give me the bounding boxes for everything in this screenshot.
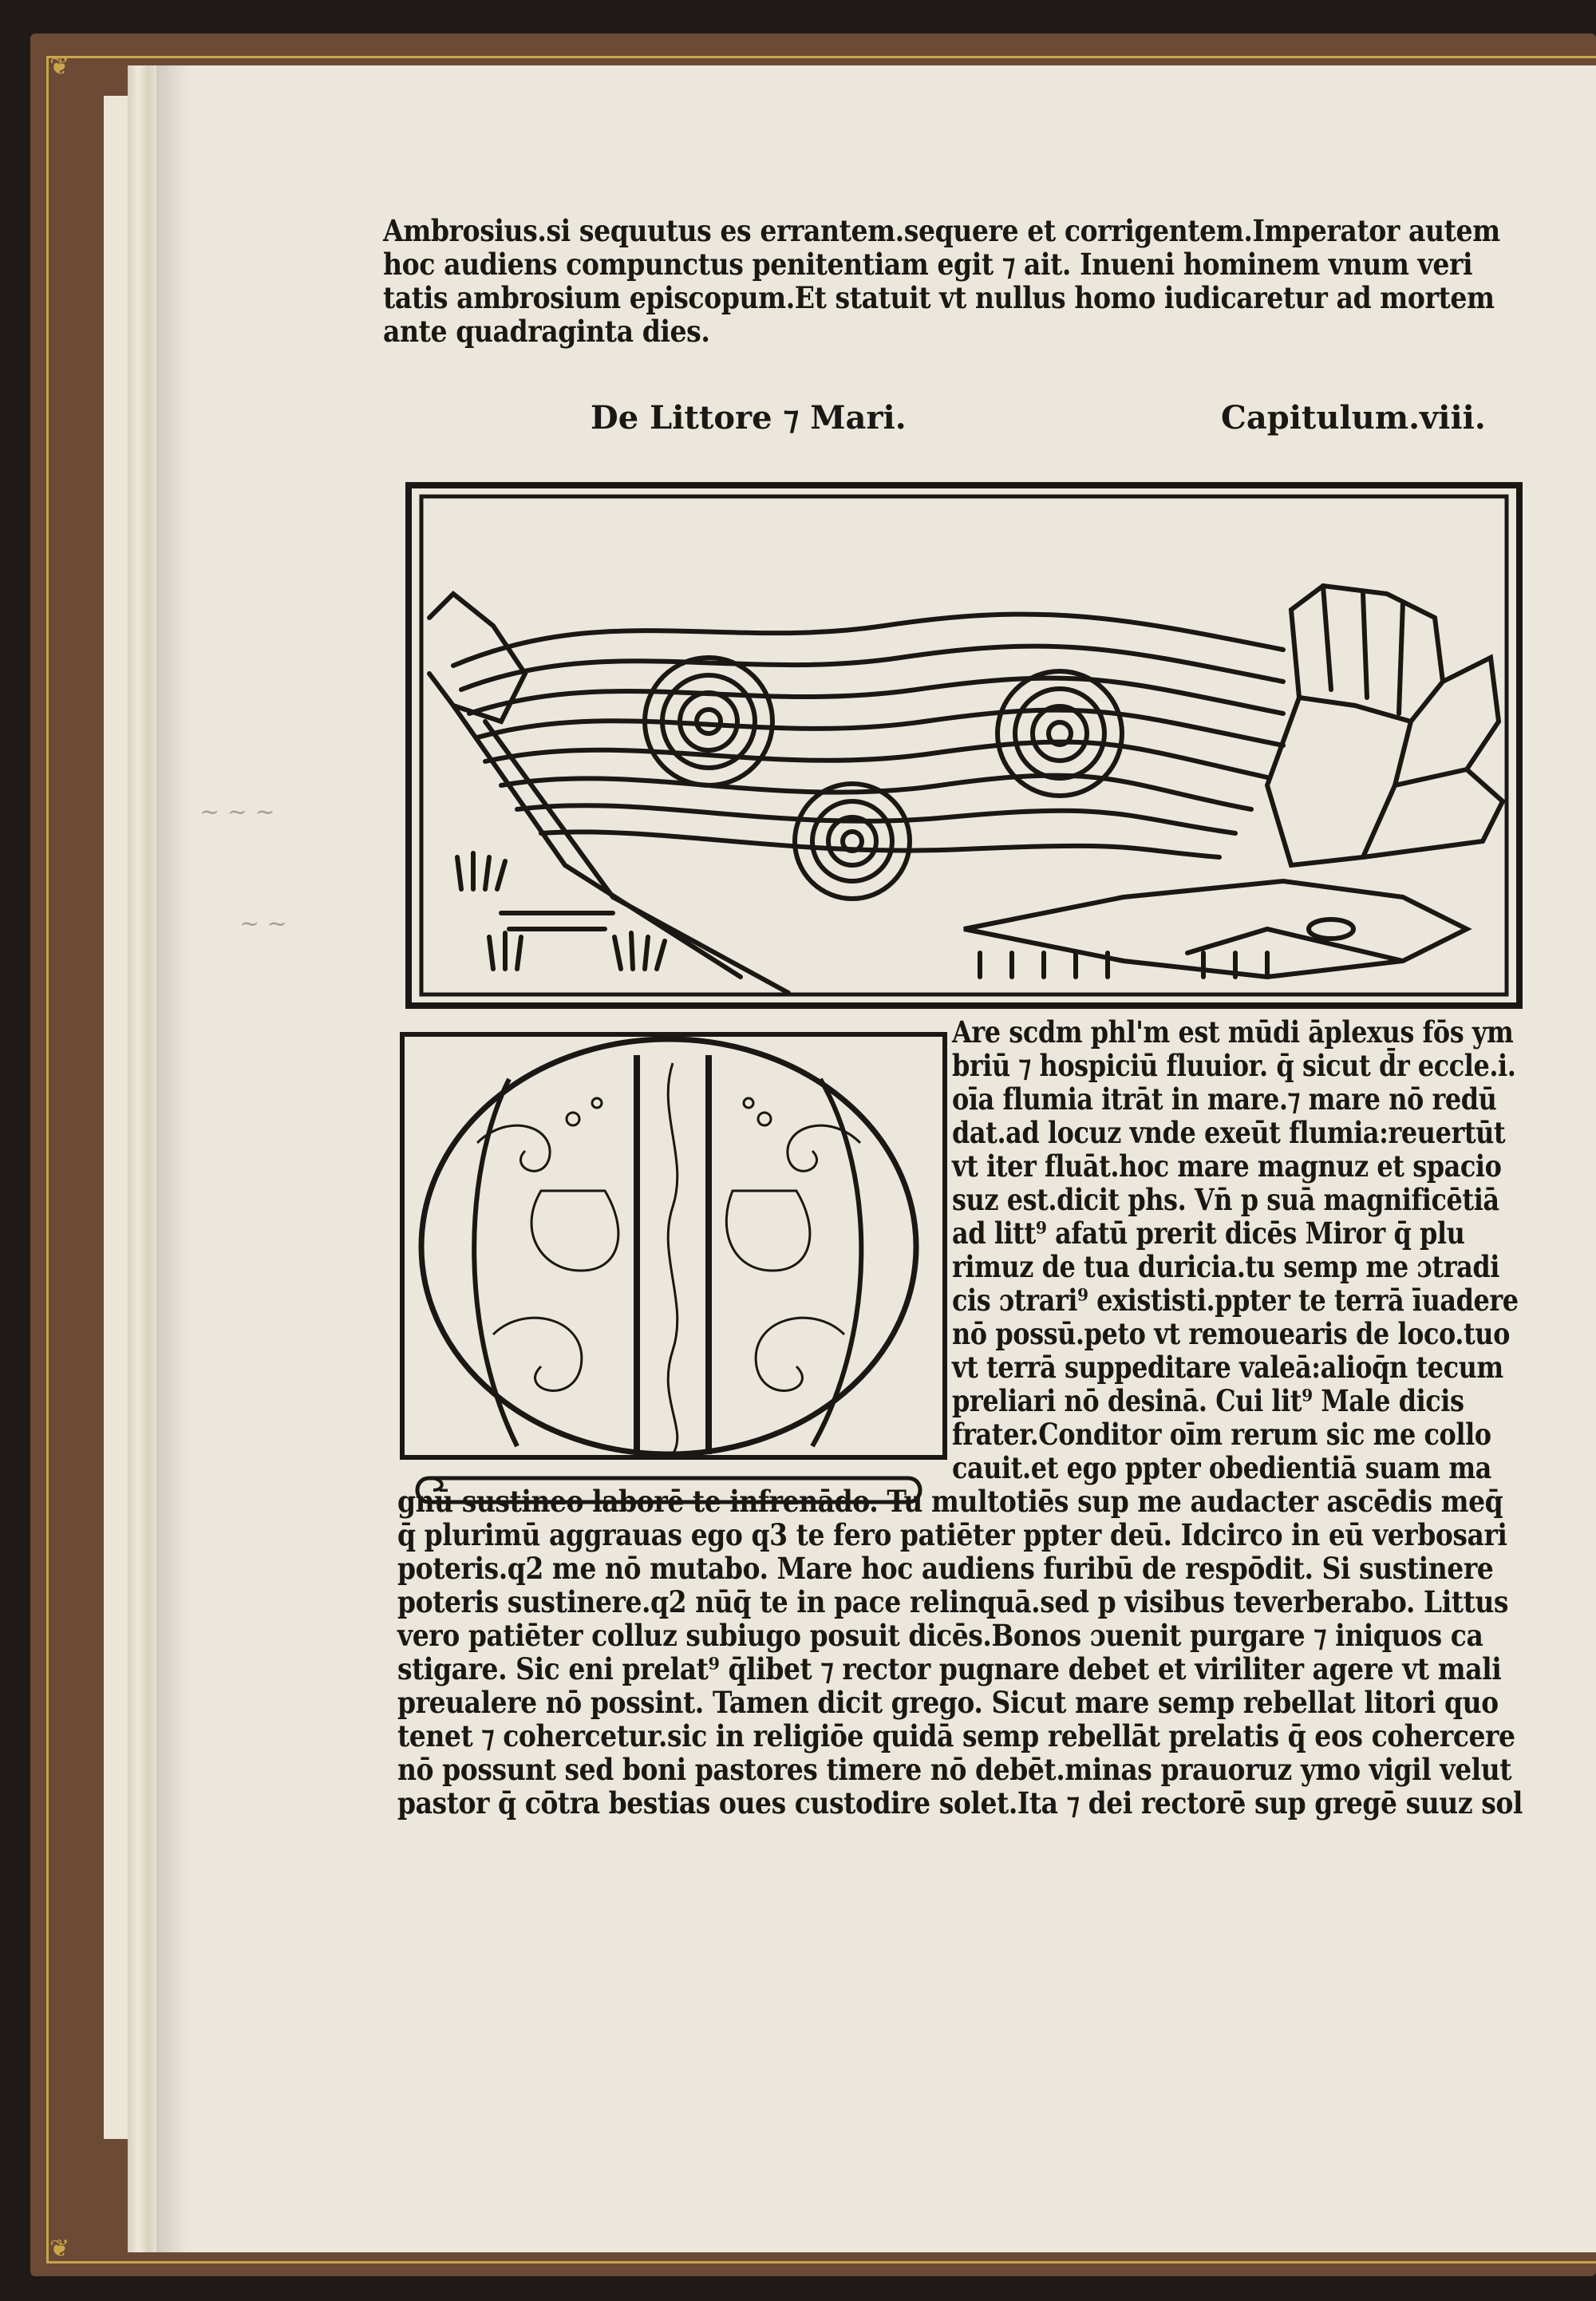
top-paragraph <box>383 214 1596 348</box>
chapter-number: Capitulum.viii. <box>1221 399 1486 437</box>
gilt-corner-ornament-icon: ❦ <box>49 2235 70 2263</box>
text-line: preualere nō possint. Tamen dicit grego. Sicut mare semp rebellat litori quo <box>397 1685 1499 1720</box>
text-line: tatis ambrosium episcopum.Et statuit vt nullus homo iudicaretur ad mortem <box>383 280 1495 315</box>
text-line: vt iter fluāt.hoc mare magnuz et spacio <box>952 1149 1502 1184</box>
text-line: suz est.dicit phs. Vn̄ p suā magnificētiā <box>952 1182 1499 1217</box>
text-line: hoc audiens compunctus penitentiam egit ⁊ ait. Inueni hominem vnum veri <box>383 247 1473 282</box>
text-line: pastor q̄ cōtra bestias oues custodire solet.Ita ⁊ dei rectorē sup gregē suuz sol <box>397 1785 1523 1821</box>
text-line: vero patiēter colluz subiugo posuit dicēs.Bonos ɔuenit purgare ⁊ iniquos ca <box>397 1618 1483 1653</box>
text-line: dat.ad locuz vnde exeūt flumia:reuertūt <box>952 1115 1506 1150</box>
text-line: nō possū.peto vt remouearis de loco.tuo <box>952 1316 1510 1351</box>
text-line: Ambrosius.si sequutus es errantem.sequere et corrigentem.Imperator autem <box>383 213 1500 248</box>
text-line: frater.Conditor oīm rerum sic me collo <box>952 1417 1491 1452</box>
side-paragraph <box>952 1015 1596 1485</box>
text-line: nō possunt sed boni pastores timere nō debēt.minas prauoruz ymo vigil velut <box>397 1752 1512 1787</box>
text-line: ante quadraginta dies. <box>383 314 710 349</box>
text-line: briū ⁊ hospiciū fluuior. q̄ sicut d̄r eccle.i. <box>952 1048 1516 1083</box>
text-line: vt terrā suppeditare valeā:alioq̄n tecum <box>952 1350 1503 1385</box>
gutter-shadow <box>156 65 188 2252</box>
text-line: cis ɔtrari⁹ exististi.ppter te terrā īuadere <box>952 1283 1519 1318</box>
marginalia-smudge: ~ ~ <box>239 910 287 938</box>
text-line: gnū sustineo laborē te infrenādo. Tu multotiēs sup me audacter ascēdis meq̄ <box>397 1484 1503 1519</box>
text-line: poteris.q2 me nō mutabo. Mare hoc audiens furibū de respōdit. Si sustinere <box>397 1551 1494 1586</box>
text-line: ad litt⁹ afatū prerit dicēs Miror q̄ plu <box>952 1216 1465 1251</box>
page-edges <box>128 65 160 2252</box>
text-line: Are scdm phl'm est mūdi āplexus fōs ym <box>952 1014 1514 1050</box>
text-line: rimuz de tua duricia.tu semp me ɔtradi <box>952 1249 1499 1284</box>
text-line: stigare. Sic eni prelat⁹ q̄libet ⁊ rector pugnare debet et viriliter agere vt mali <box>397 1651 1502 1686</box>
text-line: tenet ⁊ cohercetur.sic in religiōe quidā semp rebellāt prelatis q̄ eos cohercere <box>397 1718 1515 1753</box>
text-line: preliari nō desinā. Cui lit⁹ Male dicis <box>952 1383 1464 1418</box>
decorated-initial-m <box>397 1031 948 1510</box>
marginalia-smudge: ~ ~ ~ <box>200 798 275 826</box>
bottom-paragraph <box>397 1485 1596 1820</box>
text-line: q̄ plurimū aggrauas ego q3 te fero patiēter ppter deū. Idcirco in eū verbosari <box>397 1517 1507 1552</box>
sea-and-shore-woodcut <box>405 482 1523 1009</box>
text-line: cauit.et ego ppter obedientiā suam ma <box>952 1450 1491 1485</box>
gilt-corner-ornament-icon: ❦ <box>49 53 70 81</box>
text-line: oīa flumia itrāt in mare.⁊ mare nō redū <box>952 1081 1497 1117</box>
chapter-title: De Littore ⁊ Mari. <box>591 399 907 437</box>
text-line: poteris sustinere.q2 nūq̄ te in pace relinquā.sed p visibus teverberabo. Littus <box>397 1584 1509 1619</box>
